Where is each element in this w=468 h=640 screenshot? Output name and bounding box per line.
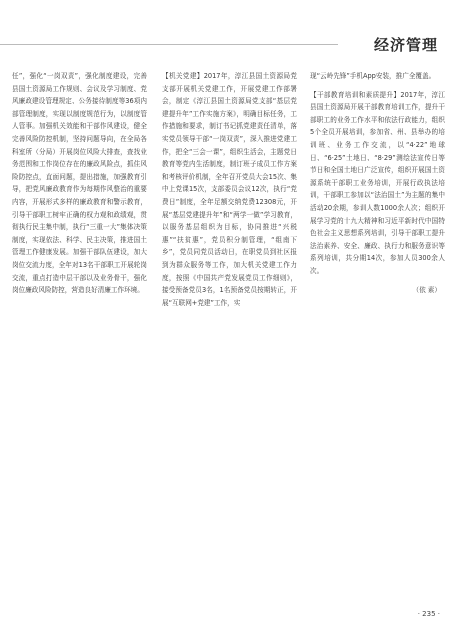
page-number: · 235 · [417, 610, 440, 618]
column-3-training-section: 【干部教育培训和素质提升】2017年，淳江县国土资源局开展干部教育培训工作，提升干部职工的业务工作水平和依法行政能力，组织5个全员开展培训，参加省、州、县举办的培训班、业务工作交流，以“4·22”地球日、“6·25”土地日、“8·29”测绘法宣传日等节日和全国土地日广泛宣传，组织开展国土资源系统干部职工业务培训，开展行政执法培训，干部职工参加以“法治国土”为主题的集中活动20余期，参训人数1000余人次；组织开展学习党的十九大精神和习近平新时代中国特色社会主义思想系列培训，引导干部职工提升法治素养、安全、廉政、执行力和服务意识等系列培训，共分期14次，参加人员300余人次。 [310, 90, 445, 275]
column-3-text-continued: 现“云岭先锋”手机App安装，推广全覆盖。 [310, 72, 436, 80]
section-title: 经济管理 [373, 36, 438, 54]
section-header [0, 34, 450, 62]
article-body [12, 70, 447, 565]
header-rule [0, 44, 338, 45]
column-2-text: 【机关党建】2017年，淳江县国土资源局党支部开展机关党建工作，开展党建工作部署会，制定《淳江县国土资源局党支部“基层党建提升年”工作实施方案》，明确目标任务，工作措施和要求，制订书记抓党建责任清单，落实党员领导干部“一岗双责”，深入推进党建工作，把全“三会一课”，组织生活会，主题党日教育等党内生活制度，制订班子成员工作方案和考核评价机制，全年召开党员大会15次、集中上党课15次，支部委员会议12次，执行“党费日”制度，全年足额交纳党费12308元，开展“基层党建提升年”和“两学一做”学习教育，以服务基层组织为目标，协同推进“兴税惠”“扶贫惠”，党员积分制管理，“组南下乡”，党员同党员活动日，在职党员到社区报到为群众服务等工作，加大机关党建工作力度，按照《中国共产党发展党员工作细则》，接受预备党员3名，1名预备党员按期转正，开展“互联网+党建”工作，实 [162, 72, 297, 307]
column-1-text: 任”，强化“一岗双责”，强化制度建设，完善县国土资源局工作规则、会议及学习制度、党风廉政建设管理规定、公务接待制度等36项内部管理制度，实现以制度规范行为，以制度管人管事。加强机关效能和干部作风建设，健全完善风险防控机制，坚持问题导向，在全局各科室所（分局）开展岗位风险大排查，查找业务范围和工作岗位存在的廉政风险点，抓住风险防控点，直面问题，提出措施，加强教育引导，把党风廉政教育作为每期作风整治的重要内容，开展形式多样的廉政教育和警示教育，引导干部职工树牢正确的权力观和政绩观，贯彻执行民主集中制，执行“三重一大”集体决策制度，实现依法、科学、民主决策，推进国土管理工作健康发展。加强干部队伍建设，加大岗位交流力度，全年对13名干部职工开展轮岗交流，重点打造中层干部以及业务骨干，强化岗位廉政风险防控，营造良好清廉工作环境。 [12, 72, 147, 295]
text-column-3 [310, 70, 445, 565]
text-column-1 [12, 70, 147, 565]
text-column-2 [162, 70, 297, 565]
author-signature: （依 素） [412, 285, 441, 294]
